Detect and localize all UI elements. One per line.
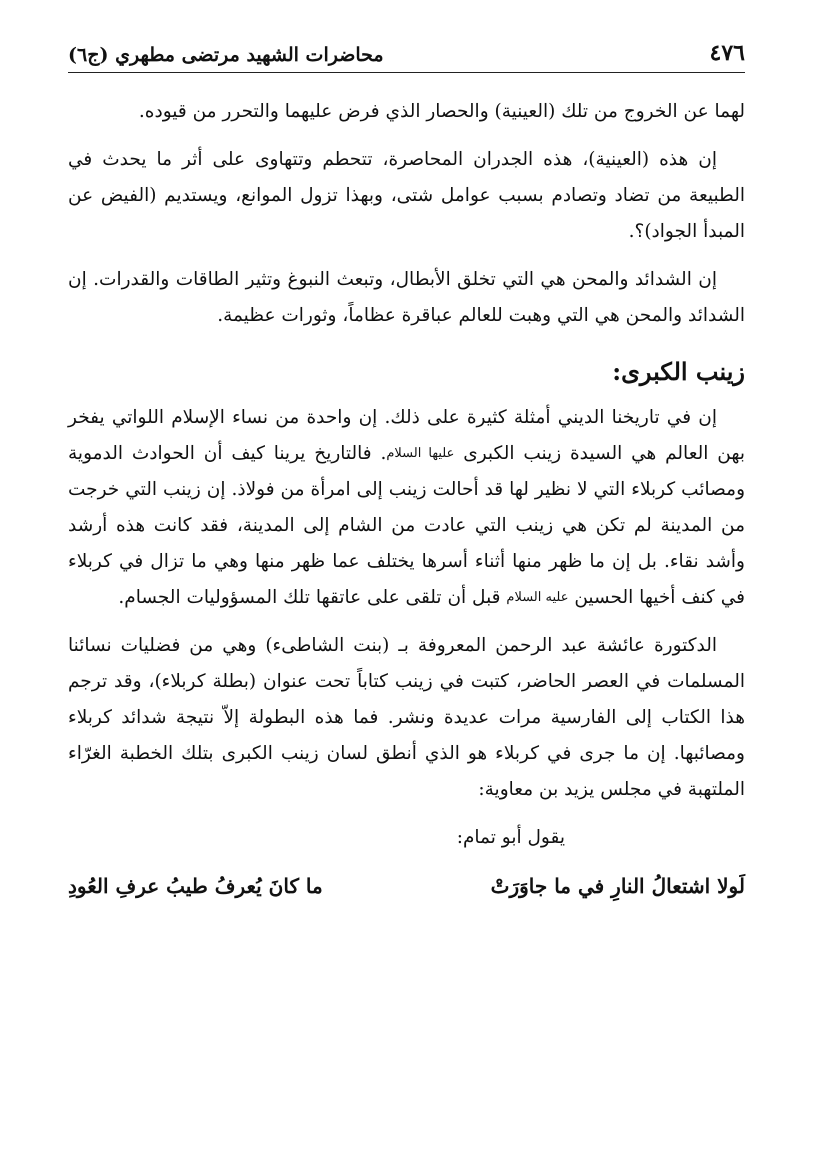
- paragraph-bint-shati: الدكتورة عائشة عبد الرحمن المعروفة بـ (بنت الشاطىء) وهي من فضليات نسائنا المسلمات في العصر الحاضر، كتبت في زينب كتاباً تحت عنوان (بطلة كربلاء)، وقد ترجم هذا الكتاب إلى الفارسية مرات عديدة ونشر. فما هذه البطولة إلاّ نتيجة شدائد كربلاء ومصائبها. إن ما جرى في كربلاء هو الذي أنطق لسان زينب الكبرى بتلك الخطبة الغرّاء الملتهبة في مجلس يزيد بن معاوية:: [68, 635, 745, 800]
- paragraph-zaynab-part3: قبل أن تلقى على عاتقها تلك المسؤوليات الجسام.: [118, 587, 507, 608]
- paragraph-ayniyya: إن هذه (العينية)، هذه الجدران المحاصرة، تتحطم وتتهاوى على أثر ما يحدث في الطبيعة من تضاد وتصادم بسبب عوامل شتى، وبهذا تزول الموانع، ويستديم (الفيض عن المبدأ الجواد)؟.: [68, 149, 745, 242]
- page-content: [68, 94, 745, 906]
- poem-verse: [68, 866, 745, 906]
- paragraph-continuation: لهما عن الخروج من تلك (العينية) والحصار الذي فرض عليهما والتحرر من قيوده.: [138, 101, 745, 122]
- paragraph-hardships: إن الشدائد والمحن هي التي تخلق الأبطال، وتبعث النبوغ وتثير الطاقات والقدرات. إن الشدائد والمحن هي التي وهبت للعالم عباقرة عظاماً، وثورات عظيمة.: [68, 269, 745, 326]
- paragraph-zaynab: [68, 400, 745, 616]
- header-title: محاضرات الشهيد مرتضى مطهري (ج٦): [68, 44, 384, 66]
- running-header: [68, 26, 745, 73]
- poem-intro: يقول أبو تمام:: [456, 827, 565, 848]
- honorific-glyph: عليه السلام: [506, 590, 569, 605]
- verse-second-hemistich: ما كانَ يُعرفُ طيبُ عرفِ العُودِ: [68, 874, 323, 898]
- paragraph-zaynab-part1: إن في تاريخنا الديني أمثلة كثيرة على ذلك. إن واحدة من نساء الإسلام اللواتي يفخر بهن العالم هي السيدة زينب الكبرى: [68, 407, 745, 464]
- honorific-glyph: عليها السلام: [386, 446, 455, 461]
- verse-first-hemistich: لَولا اشتعالُ النارِ في ما جاوَرَتْ: [490, 874, 745, 898]
- paragraph-zaynab-part2: . فالتاريخ يرينا كيف أن الحوادث الدموية ومصائب كربلاء التي لا نظير لها قد أحالت زينب إلى امرأة من فولاذ. إن زينب التي خرجت من المدينة لم تكن هي زينب التي عادت من الشام إلى المدينة، فقد كانت هذه أرشد وأشد نقاء. بل إن ما ظهر منها أثناء أسرها يختلف عما ظهر منها وهي ما تزال في كربلاء في كنف أخيها الحسين: [68, 443, 745, 608]
- page-number: ٤٧٦: [709, 40, 745, 66]
- section-heading: زينب الكبرى:: [612, 357, 745, 386]
